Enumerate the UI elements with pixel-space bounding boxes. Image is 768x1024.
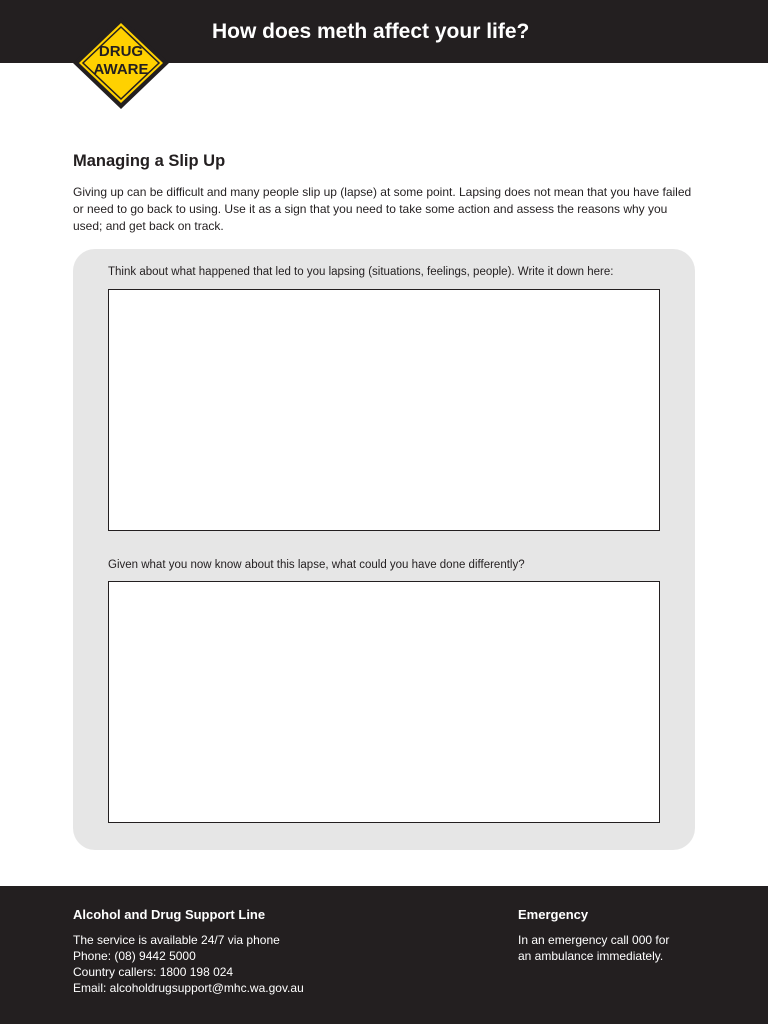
- page-title: How does meth affect your life?: [212, 20, 530, 43]
- answer-box-do-differently[interactable]: [108, 581, 660, 823]
- emergency-line-1: In an emergency call 000 for: [518, 933, 670, 947]
- footer: [0, 886, 768, 1024]
- support-country-phone: Country callers: 1800 198 024: [73, 965, 234, 979]
- prompt-lapse-triggers: Think about what happened that led to you lapsing (situations, feelings, people). Write it down here:: [108, 266, 614, 278]
- support-phone: Phone: (08) 9442 5000: [73, 949, 196, 963]
- emergency-line-2: an ambulance immediately.: [518, 949, 664, 963]
- drug-aware-logo: [70, 14, 172, 112]
- intro-paragraph: Giving up can be difficult and many people slip up (lapse) at some point. Lapsing does not mean that you have failed or need to go back to using. Use it as a sign that you need to take some action and assess the reasons why you used; and get back on track.: [73, 185, 692, 233]
- support-email: Email: alcoholdrugsupport@mhc.wa.gov.au: [73, 981, 304, 995]
- prompt-do-differently: Given what you now know about this lapse, what could you have done differently?: [108, 559, 525, 571]
- logo-line-2: AWARE: [93, 61, 149, 78]
- emergency-heading: Emergency: [518, 907, 589, 922]
- support-line-heading: Alcohol and Drug Support Line: [73, 907, 266, 922]
- logo-line-1: DRUG: [98, 43, 144, 60]
- answer-box-lapse-triggers[interactable]: [108, 289, 660, 531]
- support-availability: The service is available 24/7 via phone: [73, 933, 280, 947]
- section-title: Managing a Slip Up: [73, 152, 226, 170]
